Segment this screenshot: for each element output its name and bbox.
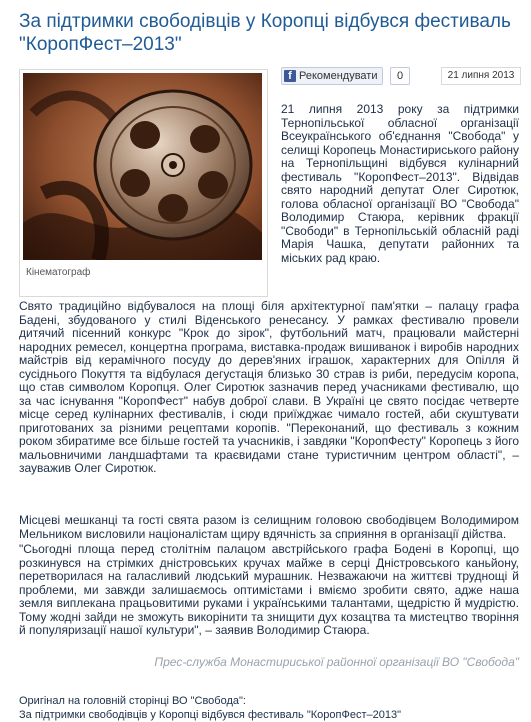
article-intro: 21 липня 2013 року за підтримки Тернопільської обласної організації Всеукраїнського об'єднання "Свобода" у селищі Коропець Монастириського району на Тернопільщині відбувся кулінарний фестиваль "КоропФест–2013". Відвідав свято народний депутат Олег Сиротюк, голова обласної організації ВО "Свобода" Володимир Стаюра, керівник фракції "Свободи" в Тернопільській обласній раді Марія Чашка, депутати районних та міських рад краю. (281, 102, 519, 265)
facebook-recommend-button[interactable] (281, 67, 383, 85)
original-article-link[interactable]: За підтримки свободівців у Коропці відбувся фестиваль "КоропФест–2013" (19, 709, 401, 721)
article-paragraph: Свято традиційно відбувалося на площі біля архітектурної пам'ятки – палацу графа Бадені, збудованого у стилі Віденського ренесансу. У рамках фестивалю провели дитячий пісенний конкурс "Крок до зірок", футбольний матч, працювали майстерні народних ремесел, концертна програма, виставка-продаж вишиванок і виробів народних майстрів від керамічного посуду до дерев'яних іграшок, характерних для Опілля й сусіднього Покуття та відбулася дегустація близько 30 страв із риби, передусім коропа, що став символом Коропця. Олег Сиротюк зазначив перед учасниками фестивалю, що за час існування "КоропФест" набув доброї слави. В Україні це свято посідає четверте місце серед кулінарних фестивалів, і сюди приїжджає чимало гостей, аби скуштувати приготованих за різними рецептами коропів. "Переконаний, що фестиваль з кожним роком збиратиме все більше гостей та учасників, і завдяки "КоропФесту" Коропець з його мальовничими ландшафтами та краєвидами стане туристичним центром області", – зауважив Олег Сиротюк. (19, 299, 519, 475)
article-paragraph: "Сьогодні площа перед столітнім палацом австрійського графа Бодені в Коропці, що розкинувся на стрімких дністровських кручах майже в серці Дністровського каньйону, перетворилася на галасливий людський мурашник. Незважаючи на життєві труднощі й проблеми, ми завжди залишаємось оптимістами і вміємо зробити свято, адже наша земля виплекана працьовитими руками і українськими талантами, щедрістю й мудрістю. Тому жодні зайди не зможуть викорінити та знищити дух козацтва та мистецтво творіння й популяризації нашої культури", – заявив Володимир Стаюра. (19, 542, 519, 637)
photo-frame (19, 69, 268, 297)
facebook-icon: f (284, 70, 296, 82)
recommend-count: 0 (390, 67, 410, 85)
article-date: 21 липня 2013 (441, 67, 521, 85)
article-title: За підтримки свободівців у Коропці відбувся фестиваль "КоропФест–2013" (19, 11, 511, 55)
press-credit: Прес-служба Монастириської районної організації ВО "Свобода" (154, 655, 519, 669)
original-label: Оригінал на головній сторінці ВО "Свобода": (19, 695, 246, 707)
recommend-label: Рекомендувати (299, 70, 378, 82)
article-paragraph: Місцеві мешканці та гості свята разом із селищним головою свободівцем Володимиром Мельником висловили націоналістам щиру вдячність за сприяння в організації дійства. (19, 513, 519, 541)
photo-caption: Кінематограф (26, 267, 91, 278)
film-reel-photo[interactable] (23, 73, 262, 260)
